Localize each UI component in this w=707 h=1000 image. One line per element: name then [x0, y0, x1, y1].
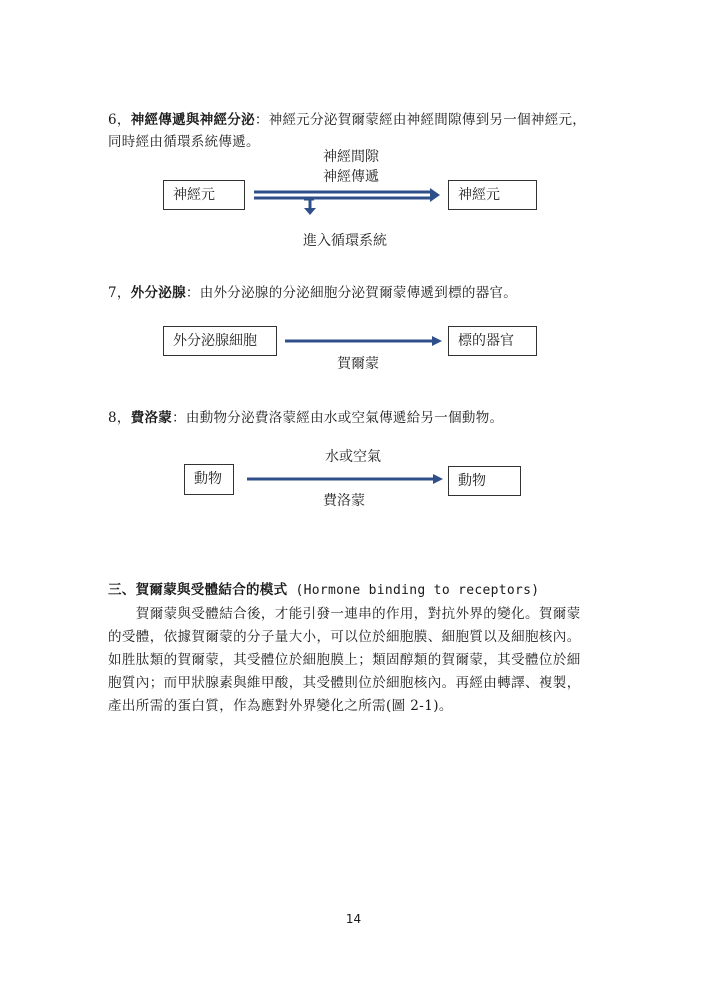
diagram-8-top-label: 水或空氣 [325, 449, 381, 465]
section-3-line-1: 賀爾蒙與受體結合後，才能引發一連串的作用，對抗外界的變化。賀爾蒙 [108, 606, 581, 622]
section-3-line-5: 產出所需的蛋白質，作為應對外界變化之所需(圖 2-1)。 [108, 698, 453, 714]
diagram-7-left-box: 外分泌腺細胞 [163, 326, 277, 356]
diagram-6-right-box: 神經元 [448, 180, 537, 210]
page-number: 14 [345, 912, 362, 926]
diagram-7-bottom-label: 賀爾蒙 [337, 356, 379, 372]
diagram-6-bottom-label: 進入循環系統 [303, 233, 387, 249]
diagram-7-right-box: 標的器官 [448, 326, 537, 356]
section-3-line-4: 胞質內；而甲狀腺素與維甲酸，其受體則位於細胞核內。再經由轉譯、複製， [108, 675, 581, 691]
item-6-line-2: 同時經由循環系統傳遞。 [108, 134, 260, 150]
diagram-6-top-label-2: 神經傳遞 [323, 169, 379, 185]
item-6-text: ：神經元分泌賀爾蒙經由神經間隙傳到另一個神經元， [254, 112, 587, 128]
diagram-8-bottom-label: 費洛蒙 [323, 493, 365, 509]
item-7-text: ：由外分泌腺的分泌細胞分泌賀爾蒙傳遞到標的器官。 [185, 285, 518, 301]
item-8-term: 費洛蒙 [130, 410, 173, 426]
section-3-line-3: 如胜肽類的賀爾蒙，其受體位於細胞膜上；類固醇類的賀爾蒙，其受體位於細 [108, 652, 581, 668]
diagram-6-left-box: 神經元 [163, 180, 245, 210]
section-3-heading-zh: 三、賀爾蒙與受體結合的模式 [108, 582, 288, 598]
item-7-term: 外分泌腺 [130, 285, 186, 301]
diagram-8-left-box: 動物 [184, 464, 234, 495]
section-3-heading [108, 578, 539, 598]
section-3-line-2: 的受體，依據賀爾蒙的分子量大小，可以位於細胞膜、細胞質以及細胞核內。 [108, 629, 581, 645]
diagram-8-right-box: 動物 [448, 466, 521, 496]
item-6-term: 神經傳遞與神經分泌 [130, 112, 255, 128]
diagram-6-top-label-1: 神經間隙 [323, 149, 379, 165]
item-8-text: ：由動物分泌費洛蒙經由水或空氣傳遞給另一個動物。 [172, 410, 504, 426]
item-8-number: 8， [108, 410, 131, 426]
section-3-heading-en: (Hormone binding to receptors) [287, 583, 540, 598]
item-6-number: 6， [108, 112, 131, 128]
item-7-number: 7， [108, 285, 131, 301]
